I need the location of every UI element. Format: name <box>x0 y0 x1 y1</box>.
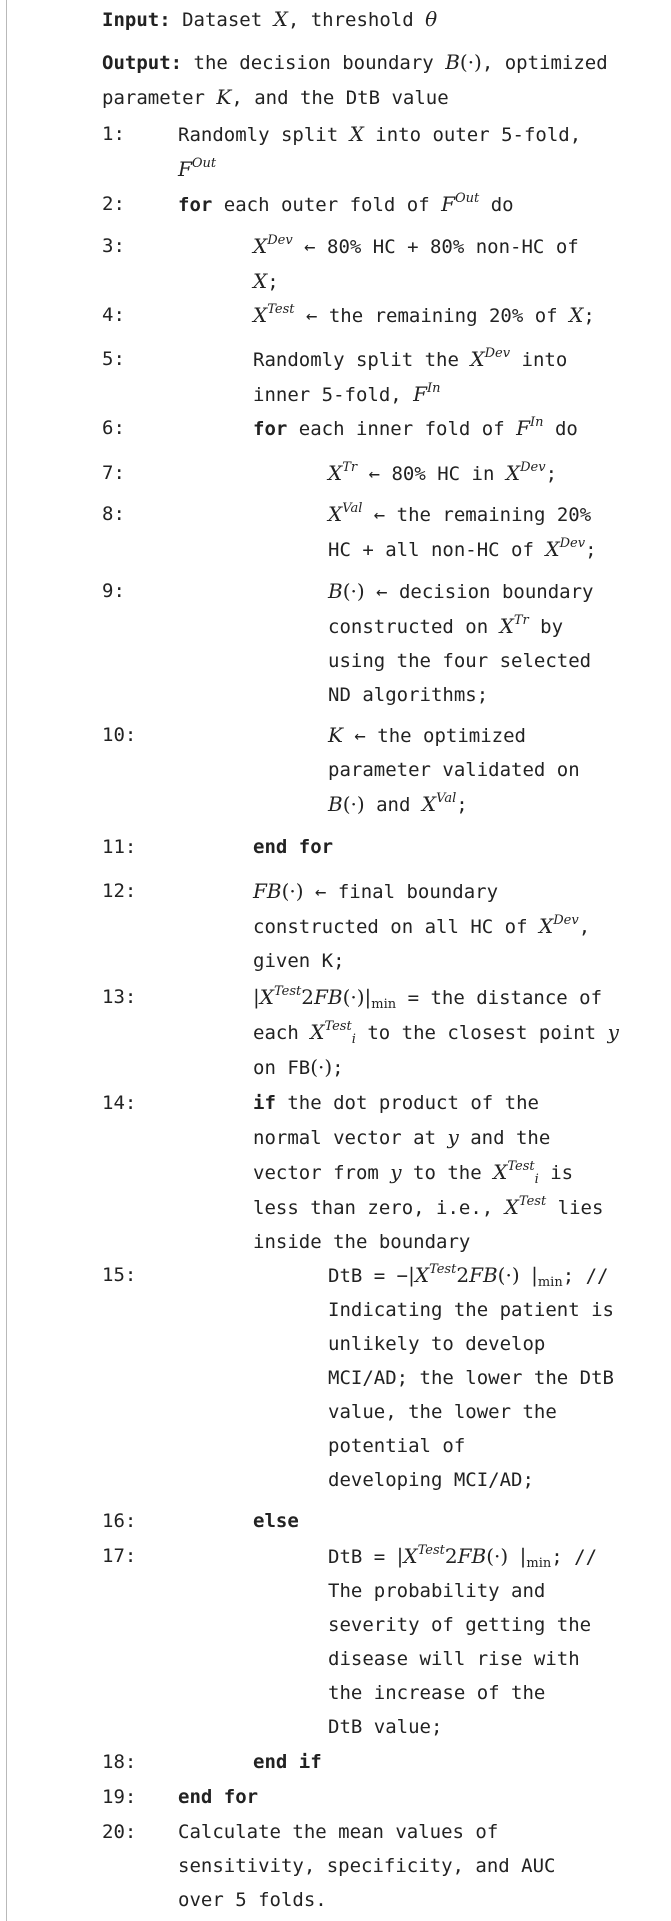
math-symbol: X <box>403 1544 418 1568</box>
math-symbol: X <box>538 914 554 938</box>
line-text: less than zero, i.e., <box>253 1197 505 1219</box>
line-text: is <box>538 1162 574 1184</box>
math-symbol: y <box>447 1125 459 1149</box>
line-text: and the <box>458 1127 551 1149</box>
math-symbol: 2 <box>456 1263 470 1287</box>
line-text: DtB value; <box>328 1716 443 1738</box>
keyword-if: if <box>253 1092 276 1114</box>
line-text: by <box>528 616 564 638</box>
math-superscript: Tr <box>342 460 358 475</box>
line-number: 13: <box>102 986 137 1008</box>
math-symbol: X <box>253 303 268 327</box>
line-text: ; <box>267 271 279 293</box>
line-text: Randomly split the <box>253 349 471 371</box>
line-number: 9: <box>102 580 125 602</box>
keyword-for: for <box>178 194 213 216</box>
dataset-symbol: X <box>273 7 288 31</box>
math-symbol: X <box>545 537 560 561</box>
line-text: into outer 5-fold, <box>363 124 582 146</box>
math-subscript: min <box>371 997 397 1012</box>
line-text: vector from <box>253 1162 391 1184</box>
line-text: over 5 folds. <box>178 1889 327 1911</box>
math-symbol: (·) <box>342 792 365 816</box>
math-superscript: Dev <box>484 346 511 361</box>
math-superscript: Out <box>191 156 217 171</box>
line-number: 3: <box>102 235 125 257</box>
line-text: developing MCI/AD; <box>328 1469 534 1491</box>
line-text: MCI/AD; the lower the DtB <box>328 1367 614 1389</box>
line-text: and <box>364 794 422 816</box>
line-text: inside the boundary <box>253 1231 471 1253</box>
algorithm-input <box>102 2 671 37</box>
threshold-symbol: θ <box>425 7 438 31</box>
line-text: ← 80% HC + 80% non-HC of <box>292 236 579 258</box>
math-symbol: X <box>470 347 485 371</box>
line-number: 15: <box>102 1264 137 1286</box>
input-text: Dataset <box>170 9 274 31</box>
param-symbol: K <box>216 85 232 109</box>
math-superscript: Tr <box>513 613 529 628</box>
math-symbol: (·) <box>310 1055 333 1079</box>
line-text: do <box>479 194 514 216</box>
line-number: 18: <box>102 1751 137 1773</box>
math-symbol: | <box>519 1544 527 1568</box>
math-superscript: Dev <box>553 913 579 928</box>
math-symbol: X <box>505 461 521 485</box>
math-symbol: X <box>259 985 274 1009</box>
line-text: given K; <box>253 950 345 972</box>
line-text: into <box>510 349 568 371</box>
math-symbol: X <box>310 1020 325 1044</box>
math-symbol: X <box>504 1195 519 1219</box>
math-symbol: X <box>253 269 268 293</box>
math-symbol: y <box>607 1020 619 1044</box>
math-symbol: (·) <box>486 1544 509 1568</box>
math-symbol: B <box>328 792 343 816</box>
math-superscript: Val <box>436 791 457 806</box>
line-text: severity of getting the <box>328 1614 592 1636</box>
left-border-rule <box>6 0 7 1921</box>
math-symbol: | <box>531 1263 538 1287</box>
line-text: The probability and <box>328 1580 546 1602</box>
math-symbol: F <box>178 157 192 181</box>
line-text: each inner fold of <box>287 418 517 440</box>
line-number: 4: <box>102 304 125 326</box>
line-text: DtB = <box>328 1546 397 1568</box>
line-text: each outer fold of <box>212 194 442 216</box>
math-symbol: F <box>516 416 530 440</box>
math-subscript: i <box>534 1172 539 1187</box>
line-text: ← 80% HC in <box>357 463 506 485</box>
math-symbol: (·) <box>342 985 365 1009</box>
math-subscript: i <box>351 1032 356 1047</box>
line-number: 19: <box>102 1786 137 1808</box>
output-text: the decision boundary <box>182 52 446 74</box>
line-text: to the <box>401 1162 494 1184</box>
output-keyword: Output: <box>102 52 183 74</box>
math-superscript: In <box>530 415 544 430</box>
math-symbol: 2 <box>301 985 314 1009</box>
math-symbol: | <box>396 1544 404 1568</box>
math-symbol: X <box>253 234 268 258</box>
algorithm-page: Input: Dataset X, threshold θ Output: the decision boundary B(·), optimized parameter K, and the DtB value 1: Randomly split X into outer 5-fold, $F^{Out}$ 2: for each outer fold of $F^{Out}$ do 3: $X^{Dev}$ ← 80% HC + 80% non-HC of X; 4: $X^{Test}$ ← the remaining 20% of X; 5: Randomly split the $X^{Dev}$ into inner 5-fold, $F^{In}$ 6: for each inner fold of $F^{In}$ do 7: $X^{Tr}$ ← 80% HC in $X^{Dev}$; 8: $X^{Val}$ ← the remaining 20% HC + all non-HC of $X^{Dev}$; 9: B(·) ← decision boundary constructed on $X^{Tr}$ by using the four selected ND algorithms; 10: K ← the optimized parameter validated on B(·) and $X^{Val}$; 11: end for 12: FB(·) ← final boundary constructed on all HC of $X^{Dev}$, given K; 13: $|X^{Test}2FB(\cdot)|_{min}$ = the distance of each $X^{Test}_i$ to the closest point y on FB(·); 14: if the dot product of the normal vector at y and the vector from y to the $X^{Test}_i$ is less than zero, i.e., $X^{Test}$ lies inside the boundary 15: DtB = $-|X^{Test}2FB(\cdot)$ $|_{min}$; // Indicating the patient is unlikely to develop MCI/AD; the lower the DtB value, the lower the potential of developing MCI/AD; 16: else 17: DtB = $|X^{Test}2FB(\cdot)$ $|_{min}$; // The probability and severity of getting the disease will rise with the increase of the DtB value; 18: end if 19: end for 20: Calculate the mean values of sensitivity, specificity, and AUC over 5 folds. <box>0 0 671 1921</box>
output-text: , and the DtB value <box>231 87 449 109</box>
math-superscript: Test <box>429 1262 457 1277</box>
math-superscript: Val <box>342 501 363 516</box>
line-text: ← final boundary <box>303 881 499 903</box>
line-number: 5: <box>102 348 125 370</box>
math-superscript: Test <box>324 1019 352 1034</box>
math-symbol: X <box>493 1160 508 1184</box>
line-text: ← decision boundary <box>364 581 594 603</box>
math-symbol: (·) <box>342 579 365 603</box>
line-text: ; <box>583 305 595 327</box>
math-superscript: Test <box>417 1543 445 1558</box>
keyword-end-if: end if <box>253 1751 322 1773</box>
input-text: , threshold <box>287 9 426 31</box>
line-text: using the four selected <box>328 650 592 672</box>
math-symbol: | <box>408 1263 415 1287</box>
line-text: = the distance of <box>396 987 603 1009</box>
math-symbol: X <box>349 122 364 146</box>
line-text: Randomly split <box>178 124 350 146</box>
output-text: , optimized <box>481 52 608 74</box>
math-symbol: B <box>328 579 343 603</box>
line-text: ND algorithms; <box>328 684 489 706</box>
line-text: ; <box>456 794 468 816</box>
line-text: inner 5-fold, <box>253 384 414 406</box>
math-superscript: Dev <box>520 460 546 475</box>
math-symbol: F <box>441 192 455 216</box>
line-text: normal vector at <box>253 1127 448 1149</box>
math-symbol: FB <box>457 1544 487 1568</box>
math-superscript: Test <box>267 302 295 317</box>
math-superscript: Dev <box>559 536 586 551</box>
input-keyword: Input: <box>102 9 171 31</box>
line-number: 11: <box>102 836 137 858</box>
math-superscript: Dev <box>267 233 293 248</box>
math-symbol: 2 <box>444 1544 458 1568</box>
math-symbol: (·) <box>281 879 304 903</box>
line-text: each <box>253 1022 311 1044</box>
keyword-end-for: end for <box>178 1786 259 1808</box>
keyword-end-for: end for <box>253 836 334 858</box>
line-number: 10: <box>102 724 137 746</box>
line-text: ; // <box>562 1265 609 1287</box>
math-symbol: y <box>390 1160 402 1184</box>
math-symbol: F <box>413 382 428 406</box>
line-text: the increase of the <box>328 1682 546 1704</box>
math-symbol: X <box>328 461 343 485</box>
math-symbol: (·) <box>497 1263 520 1287</box>
line-number: 2: <box>102 193 125 215</box>
math-superscript: Out <box>455 191 480 206</box>
line-number: 1: <box>102 123 125 145</box>
line-text: potential of <box>328 1435 466 1457</box>
line-text: to the closest point <box>355 1022 608 1044</box>
line-text: ; // <box>551 1546 598 1568</box>
line-text: ; <box>585 539 597 561</box>
line-number: 7: <box>102 462 125 484</box>
math-symbol: FB <box>253 879 282 903</box>
line-text: Indicating the patient is <box>328 1299 614 1321</box>
math-subscript: min <box>526 1556 552 1571</box>
line-text: value, the lower the <box>328 1401 557 1423</box>
line-text: ; <box>332 1057 344 1079</box>
line-number: 12: <box>102 880 137 902</box>
line-number: 16: <box>102 1510 137 1532</box>
algorithm-output <box>102 45 671 115</box>
line-number: 6: <box>102 417 125 439</box>
math-superscript: Test <box>274 984 302 999</box>
math-superscript: Test <box>507 1159 535 1174</box>
line-text: DtB = − <box>328 1265 409 1287</box>
line-number: 8: <box>102 503 125 525</box>
line-text: ; <box>545 463 558 485</box>
math-symbol: X <box>569 303 584 327</box>
line-text: ← the remaining 20% of <box>294 305 570 327</box>
output-text: parameter <box>102 87 217 109</box>
math-symbol: | <box>364 985 372 1009</box>
keyword-else: else <box>253 1510 299 1532</box>
line-text: disease will rise with <box>328 1648 580 1670</box>
line-text: parameter validated on <box>328 759 580 781</box>
math-symbol: FB <box>469 1263 498 1287</box>
line-text: on FB <box>253 1057 311 1079</box>
line-text: unlikely to develop <box>328 1333 546 1355</box>
math-symbol: FB <box>314 985 343 1009</box>
line-text: constructed on all HC of <box>253 916 539 938</box>
math-symbol: X <box>328 502 343 526</box>
math-superscript: In <box>427 381 441 396</box>
line-text: ← the optimized <box>342 725 526 747</box>
math-symbol: X <box>421 792 437 816</box>
math-subscript: min <box>537 1275 563 1290</box>
line-text: HC + all non-HC of <box>328 539 546 561</box>
keyword-for: for <box>253 418 288 440</box>
line-text: the dot product of the <box>275 1092 539 1114</box>
boundary-symbol: B <box>445 50 460 74</box>
math-symbol: X <box>414 1263 430 1287</box>
math-symbol: K <box>328 723 343 747</box>
line-text: lies <box>546 1197 604 1219</box>
line-number: 14: <box>102 1092 137 1114</box>
math-symbol: X <box>499 614 514 638</box>
line-text: ← the remaining 20% <box>362 504 592 526</box>
line-number: 20: <box>102 1821 137 1843</box>
line-number: 17: <box>102 1545 137 1567</box>
math-symbol: | <box>253 985 260 1009</box>
boundary-arg: (·) <box>459 50 482 74</box>
line-text: constructed on <box>328 616 500 638</box>
math-superscript: Test <box>518 1194 547 1209</box>
line-text: do <box>543 418 578 440</box>
line-text: sensitivity, specificity, and AUC <box>178 1855 556 1877</box>
line-text: Calculate the mean values of <box>178 1821 499 1843</box>
